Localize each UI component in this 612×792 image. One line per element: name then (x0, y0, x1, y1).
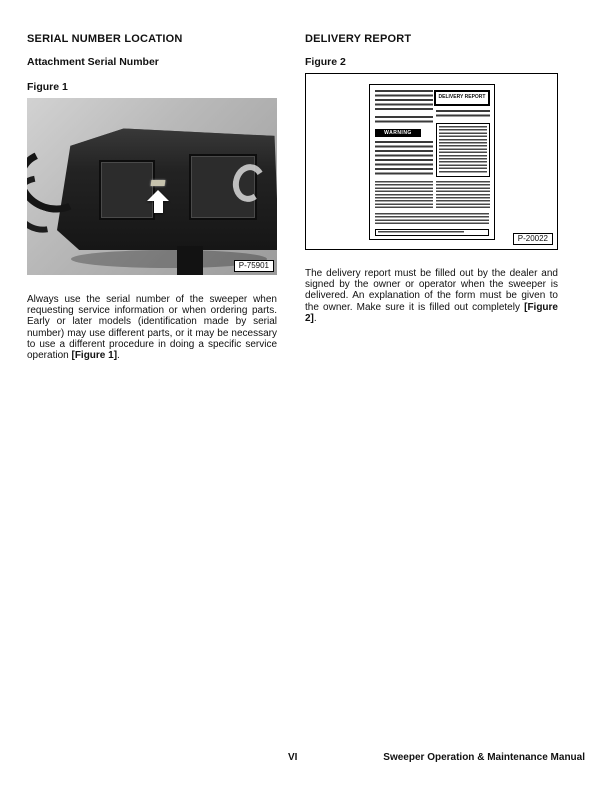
right-column (305, 33, 558, 324)
form-dense-lines-bottom (375, 213, 489, 225)
figure1-reference: [Figure 1] (71, 350, 118, 362)
form-dense-lines-left-column (375, 181, 433, 209)
figure2-label: Figure 2 (305, 56, 346, 68)
left-column (27, 33, 277, 361)
form-text-lines-top (375, 90, 433, 112)
arrow-head (147, 190, 169, 201)
footer-page-number: VI (288, 752, 298, 763)
figure1-label: Figure 1 (27, 81, 68, 93)
pointer-arrow-icon (147, 190, 169, 213)
figure2-reference: [Figure 2] (305, 301, 558, 324)
serial-number-plate (151, 180, 166, 186)
form-text-lines-under-warning (375, 141, 433, 177)
form-text-lines-mid-left (375, 116, 433, 125)
arrow-stem (154, 201, 163, 213)
paragraph-end: . (117, 350, 120, 362)
serial-number-paragraph (27, 294, 277, 361)
delivery-report-form (369, 84, 495, 240)
figure2-photo-reference: P-20022 (513, 233, 553, 245)
form-right-field-box (436, 123, 490, 177)
paragraph-end: . (313, 312, 317, 324)
figure2-frame (305, 73, 558, 250)
delivery-report-paragraph (305, 268, 558, 324)
sweeper-stand (177, 246, 203, 275)
form-signature-box (375, 229, 489, 236)
form-title-box: DELIVERY REPORT (434, 90, 490, 106)
form-dense-lines-right-column (436, 181, 490, 209)
figure1-photo (27, 98, 277, 275)
footer-manual-title: Sweeper Operation & Maintenance Manual (383, 752, 585, 763)
subheading-attachment-serial-number: Attachment Serial Number (27, 56, 159, 68)
form-right-field-lines (439, 126, 487, 174)
section-heading-serial-number-location: SERIAL NUMBER LOCATION (27, 33, 183, 45)
paragraph-text: Always use the serial number of the sweeper when requesting service information or when ordering parts. Early or later models (identification made by serial number) may use different parts, or it may be necessary to use a different procedure in doing a specific service operation (27, 294, 277, 362)
figure1-photo-reference: P-75901 (234, 260, 274, 272)
form-warning-bar: WARNING (375, 129, 421, 137)
section-heading-delivery-report: DELIVERY REPORT (305, 33, 412, 45)
form-text-lines-under-title (436, 110, 490, 118)
form-signature-line (378, 231, 464, 234)
paragraph-text: The delivery report must be filled out by the dealer and signed by the owner or operator when the sweeper is delivered. An explanation of the form must be given to the owner. Make sure it is filled out completely (305, 268, 558, 313)
